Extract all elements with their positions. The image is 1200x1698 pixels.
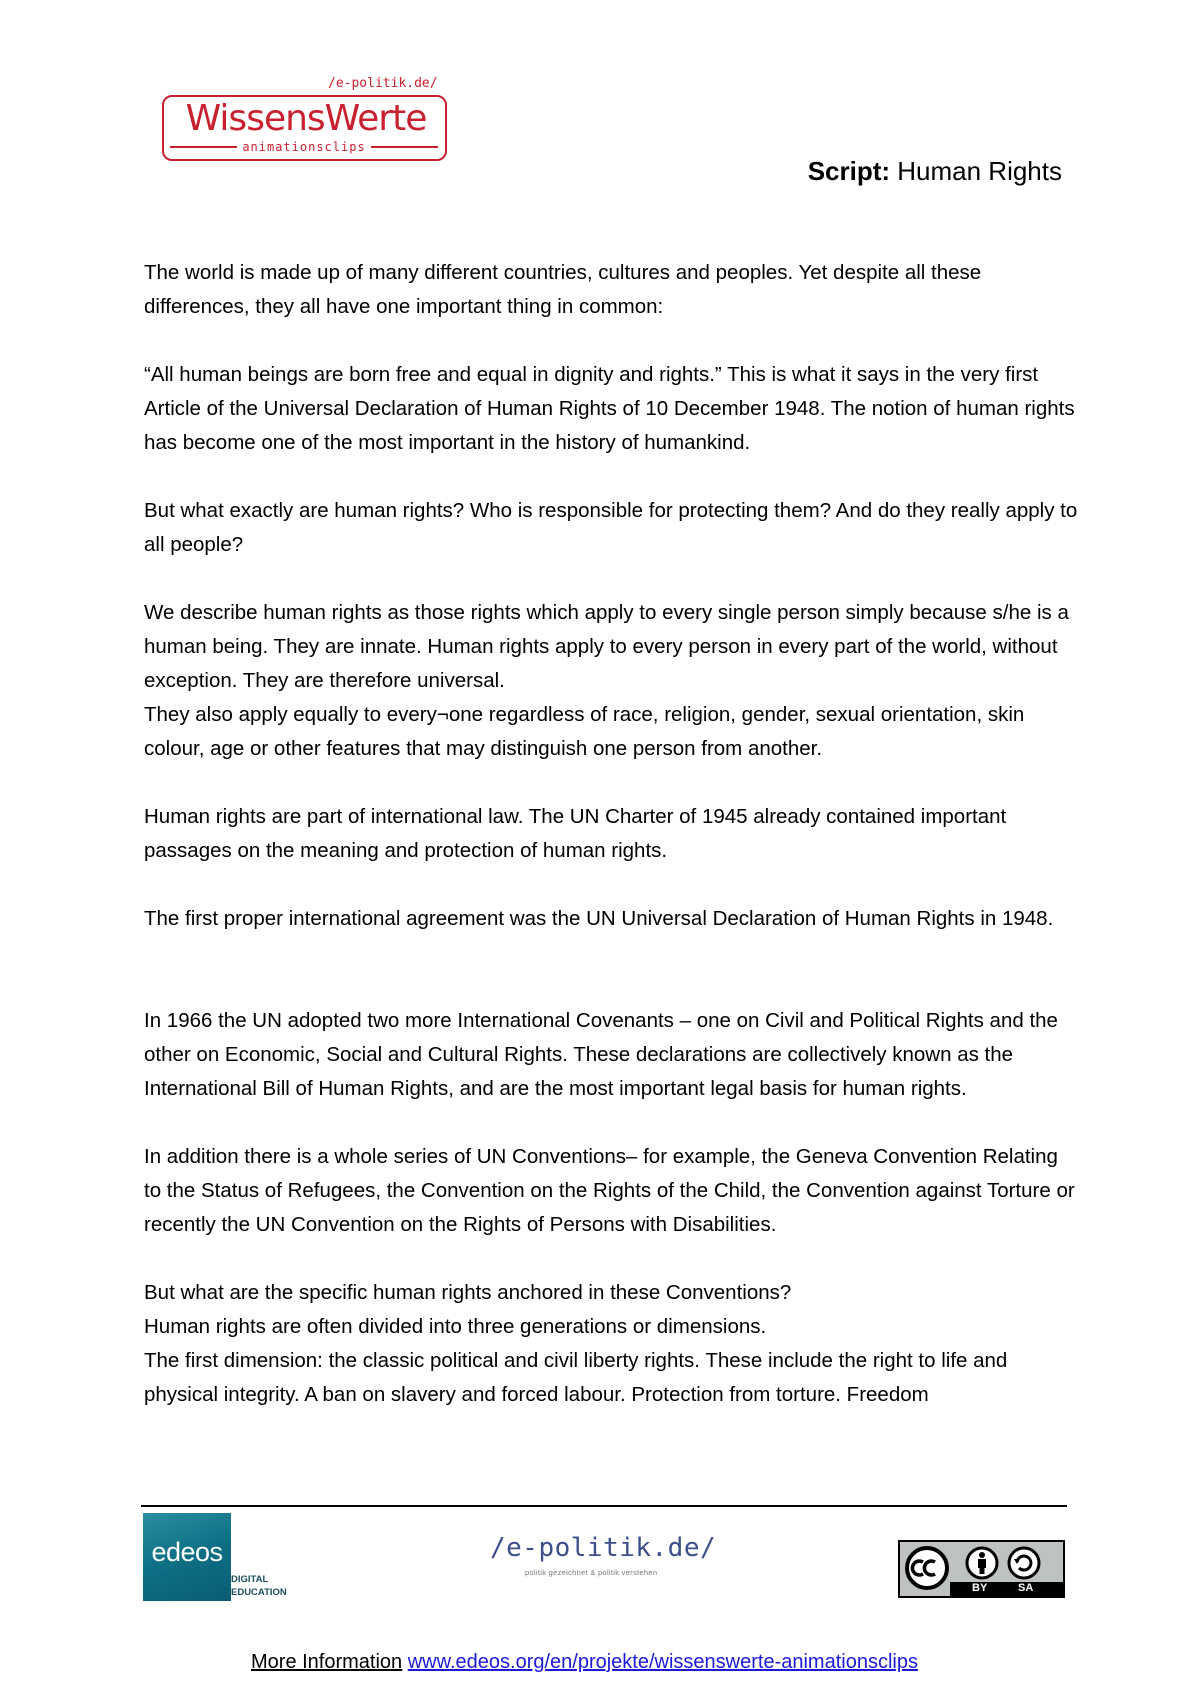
logo-subtitle: animationsclips <box>242 140 366 154</box>
paragraph-2: “All human beings are born free and equal in dignity and rights.” This is what it says in the very first Article of the Universal Declaration of Human Rights of 10 December 1948. The notion of human rights has become one of the most important in the history of humankind. <box>144 363 1075 454</box>
script-body <box>144 256 1079 1412</box>
sa-share-alike-icon <box>1006 1545 1042 1581</box>
edeos-wordmark: edeos <box>151 1537 223 1567</box>
more-info-link[interactable]: www.edeos.org/en/projekte/wissenswerte-animationsclips <box>407 1651 918 1673</box>
page-title-text: Human Rights <box>890 156 1062 186</box>
logo-wordmark: WissensWerte <box>185 98 427 139</box>
cc-by-sa-badge <box>898 1540 1065 1598</box>
paragraph-3: But what exactly are human rights? Who is responsible for protecting them? And do they really apply to all people? <box>144 499 1078 556</box>
logo-line-right <box>371 146 438 148</box>
paragraph-5: Human rights are part of international law. The UN Charter of 1945 already contained important passages on the meaning and protection of human rights. <box>144 805 1007 862</box>
paragraph-8: In addition there is a whole series of UN Conventions– for example, the Geneva Convention Relating to the Status of Refugees, the Convention on the Rights of the Child, the Convention against Torture or recently the UN Convention on the Rights of Persons with Disabilities. <box>144 1145 1075 1236</box>
paragraph-9c: The first dimension: the classic political and civil liberty rights. These include the right to life and physical integrity. A ban on slavery and forced labour. Protection from torture. Freedom <box>144 1349 1008 1406</box>
logo-line-left <box>170 146 237 148</box>
by-attribution-icon <box>964 1545 1000 1581</box>
epolitik-logo: /e-politik.de/ <box>490 1533 717 1563</box>
paragraph-4a: We describe human rights as those rights which apply to every single person simply because s/he is a human being. They are innate. Human rights apply to every person in every part of the world, without exception. They are therefore universal. <box>144 601 1069 692</box>
footer-divider <box>141 1505 1067 1507</box>
paragraph-9b: Human rights are often divided into three generations or dimensions. <box>144 1315 767 1338</box>
edeos-digital-label: DIGITAL <box>231 1574 269 1585</box>
logo-subtitle-row <box>170 139 438 155</box>
paragraph-6: The first proper international agreement was the UN Universal Declaration of Human Rights in 1948. <box>144 907 1054 930</box>
logo-url-text: /e-politik.de/ <box>328 76 438 91</box>
paragraph-7: In 1966 the UN adopted two more International Covenants – one on Civil and Political Rights and the other on Economic, Social and Cultural Rights. These declarations are collectively known as the International Bill of Human Rights, and are the most important legal basis for human rights. <box>144 1009 1058 1100</box>
cc-by-label: BY <box>972 1582 988 1594</box>
edeos-logo <box>143 1513 231 1601</box>
paragraph-1: The world is made up of many different countries, cultures and peoples. Yet despite all these differences, they all have one important thing in common: <box>144 261 982 318</box>
wissenswerte-logo <box>162 95 447 161</box>
page-title <box>808 156 1062 187</box>
cc-badge-strip <box>950 1582 1063 1596</box>
page-title-label: Script: <box>807 156 891 186</box>
cc-sa-label: SA <box>1018 1582 1034 1594</box>
more-info-label: More Information <box>251 1651 403 1673</box>
paragraph-4b: They also apply equally to every¬one regardless of race, religion, gender, sexual orientation, skin colour, age or other features that may distinguish one person from another. <box>144 703 1025 760</box>
paragraph-9a: But what are the specific human rights anchored in these Conventions? <box>144 1281 792 1304</box>
cc-icon <box>904 1545 950 1591</box>
edeos-education-label: EDUCATION <box>231 1587 287 1598</box>
epolitik-tagline: politik gezeichnet & politik verstehen <box>525 1568 658 1577</box>
more-information <box>251 1651 918 1674</box>
